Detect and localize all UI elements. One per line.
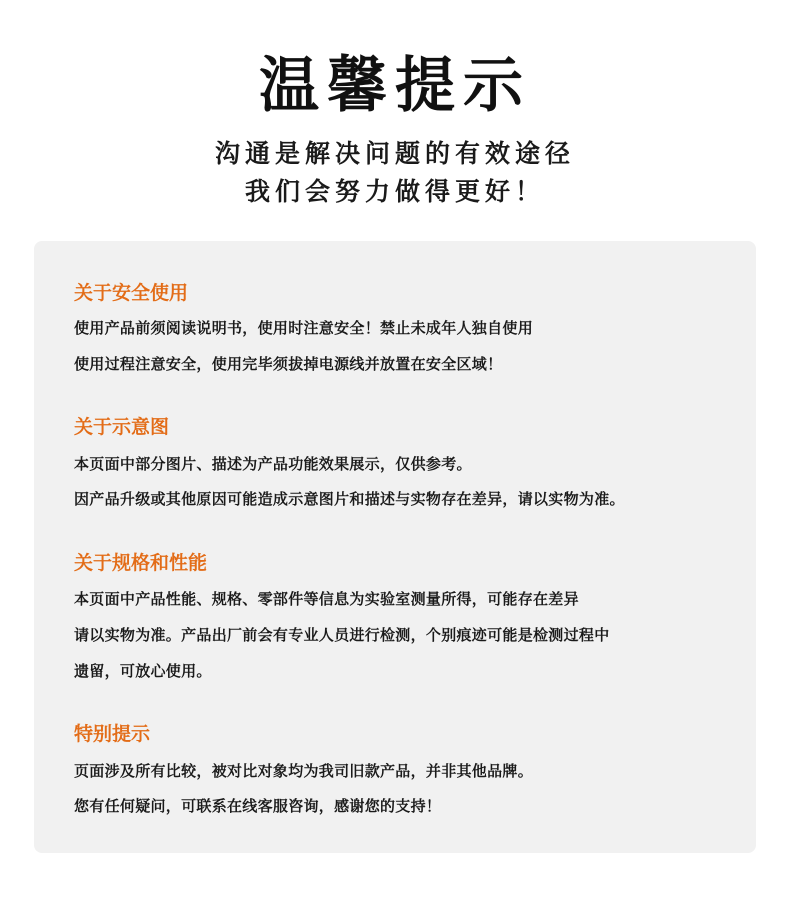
special-line-2: 您有任何疑问，可联系在线客服咨询，感谢您的支持！	[74, 797, 442, 815]
section-heading-diagram: 关于示意图	[74, 416, 170, 438]
safety-line-2: 使用过程注意安全，使用完毕须拔掉电源线并放置在安全区域！	[74, 355, 503, 373]
diagram-line-1: 本页面中部分图片、描述为产品功能效果展示，仅供参考。	[74, 455, 472, 473]
page-title: 温馨提示	[259, 51, 531, 121]
diagram-line-2: 因产品升级或其他原因可能造成示意图片和描述与实物存在差异，请以实物为准。	[74, 490, 625, 508]
specs-line-3: 遗留，可放心使用。	[74, 662, 212, 680]
subtitle-line-2: 我们会努力做得更好！	[244, 177, 545, 206]
subtitle-line-1: 沟通是解决问题的有效途径	[214, 139, 575, 168]
special-line-1: 页面涉及所有比较，被对比对象均为我司旧款产品，并非其他品牌。	[74, 762, 534, 780]
section-heading-special: 特别提示	[74, 723, 151, 745]
section-heading-safety: 关于安全使用	[74, 282, 189, 304]
specs-line-2: 请以实物为准。产品出厂前会有专业人员进行检测，个别痕迹可能是检测过程中	[74, 626, 610, 644]
section-heading-specs: 关于规格和性能	[74, 552, 208, 574]
specs-line-1: 本页面中产品性能、规格、零部件等信息为实验室测量所得，可能存在差异	[74, 590, 579, 608]
safety-line-1: 使用产品前须阅读说明书，使用时注意安全！禁止未成年人独自使用	[74, 319, 534, 337]
